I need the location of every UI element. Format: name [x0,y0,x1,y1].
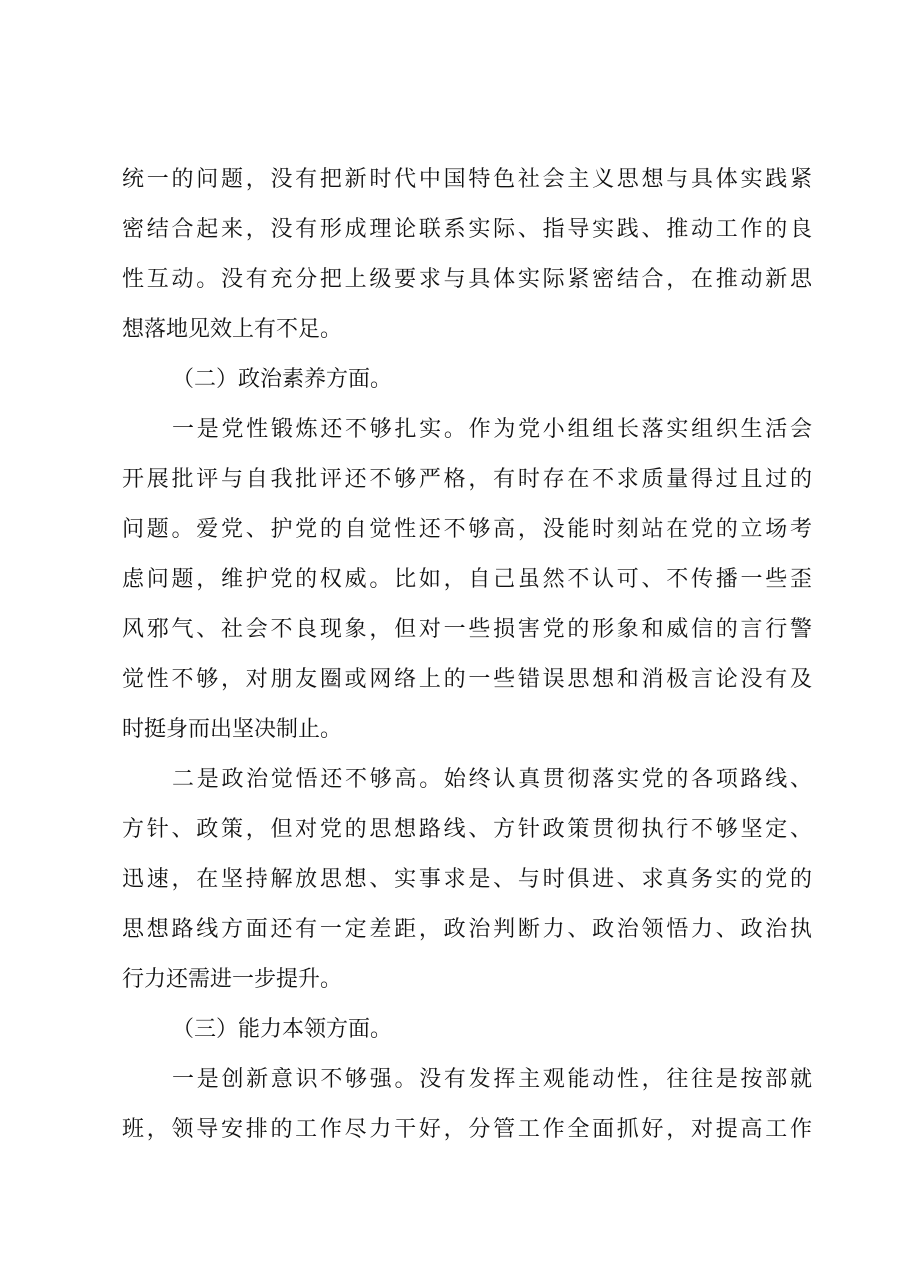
paragraph-line: 思想路线方面还有一定差距，政治判断力、政治领悟力、政治执 [122,917,812,942]
paragraph-line: 方针、政策，但对党的思想路线、方针政策贯彻执行不够坚定、 [122,817,812,842]
paragraph-line: 开展批评与自我批评还不够严格，有时存在不求质量得过且过的 [122,467,812,492]
paragraph-line: 一是党性锻炼还不够扎实。作为党小组组长落实组织生活会 [172,417,812,442]
paragraph-line: 二是政治觉悟还不够高。始终认真贯彻落实党的各项路线、 [172,767,812,792]
paragraph-line: 行力还需进一步提升。 [122,967,343,992]
paragraph-line: 问题。爱党、护党的自觉性还不够高，没能时刻站在党的立场考 [122,517,812,542]
paragraph-line: 一是创新意识不够强。没有发挥主观能动性，往往是按部就 [172,1067,812,1092]
section-heading: （二）政治素养方面。 [172,367,393,392]
paragraph-line: 班，领导安排的工作尽力干好，分管工作全面抓好，对提高工作 [122,1117,812,1142]
paragraph-line: 时挺身而出坚决制止。 [122,717,343,742]
paragraph-line: 想落地见效上有不足。 [122,317,343,342]
paragraph-line: 密结合起来，没有形成理论联系实际、指导实践、推动工作的良 [122,217,812,242]
paragraph-line: 虑问题，维护党的权威。比如，自己虽然不认可、不传播一些歪 [122,567,812,592]
paragraph-line: 性互动。没有充分把上级要求与具体实际紧密结合，在推动新思 [122,267,812,292]
paragraph-line: 觉性不够，对朋友圈或网络上的一些错误思想和消极言论没有及 [122,667,812,692]
paragraph-line: 迅速，在坚持解放思想、实事求是、与时俱进、求真务实的党的 [122,867,812,892]
paragraph-line: 统一的问题，没有把新时代中国特色社会主义思想与具体实践紧 [122,167,812,192]
paragraph-line: 风邪气、社会不良现象，但对一些损害党的形象和威信的言行警 [122,617,812,642]
section-heading: （三）能力本领方面。 [172,1017,393,1042]
